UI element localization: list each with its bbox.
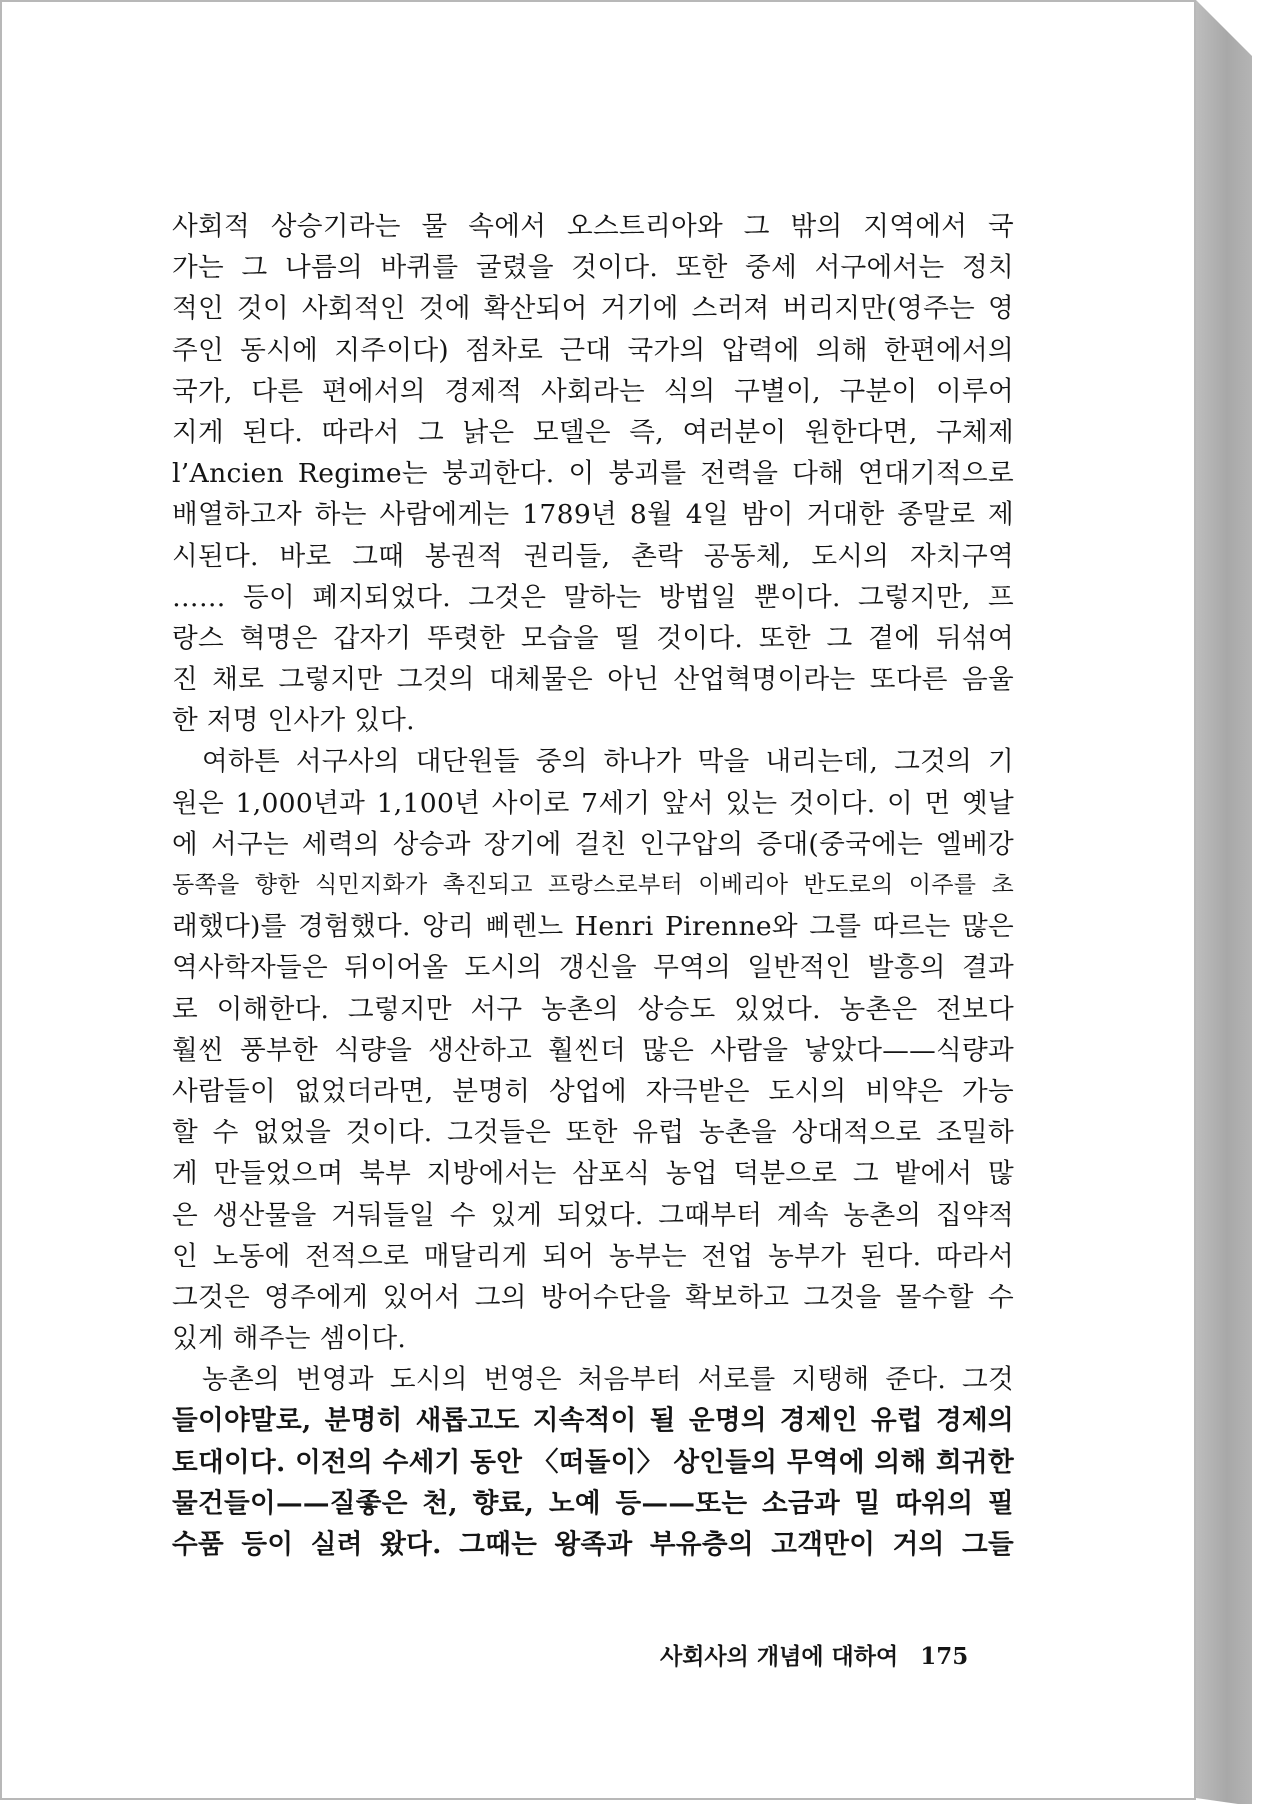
text-line: 역사학자들은 뒤이어올 도시의 갱신을 무역의 일반적인 발흥의 결과 bbox=[172, 952, 1014, 984]
text-line: 들이야말로, 분명히 새롭고도 지속적이 될 운명의 경제인 유럽 경제의 bbox=[172, 1405, 1014, 1437]
text-line: 주인 동시에 지주이다) 점차로 근대 국가의 압력에 의해 한편에서의 bbox=[172, 334, 1014, 366]
text-line: 인 노동에 전적으로 매달리게 되어 농부는 전업 농부가 된다. 따라서 bbox=[172, 1240, 1014, 1272]
text-line: 지게 된다. 따라서 그 낡은 모델은 즉, 여러분이 원한다면, 구체제 bbox=[172, 416, 1014, 448]
text-line: 수품 등이 실려 왔다. 그때는 왕족과 부유층의 고객만이 거의 그들 bbox=[172, 1529, 1014, 1560]
text-line: 래했다)를 경험했다. 앙리 삐렌느 Henri Pirenne와 그를 따르는 많은 bbox=[172, 911, 1014, 943]
text-line: 동쪽을 향한 식민지화가 촉진되고 프랑스로부터 이베리아 반도로의 이주를 초 bbox=[172, 872, 1014, 898]
running-footer bbox=[660, 1638, 968, 1671]
text-line: 가는 그 나름의 바퀴를 굴렸을 것이다. 또한 중세 서구에서는 정치 bbox=[172, 252, 1014, 284]
text-line: 진 채로 그렇지만 그것의 대체물은 아닌 산업혁명이라는 또다른 음울 bbox=[172, 664, 1014, 696]
text-line: 물건들이——질좋은 천, 향료, 노예 등——또는 소금과 밀 따위의 필 bbox=[172, 1487, 1014, 1519]
body-text bbox=[172, 206, 1014, 1565]
text-line: 그것은 영주에게 있어서 그의 방어수단을 확보하고 그것을 몰수할 수 bbox=[172, 1281, 1014, 1313]
text-line: 할 수 없었을 것이다. 그것들은 또한 유럽 농촌을 상대적으로 조밀하 bbox=[172, 1117, 1014, 1149]
page-stack-edge bbox=[1196, 0, 1252, 1804]
text-line: …… 등이 폐지되었다. 그것은 말하는 방법일 뿐이다. 그렇지만, 프 bbox=[172, 581, 1014, 613]
text-line: 사회적 상승기라는 물 속에서 오스트리아와 그 밖의 지역에서 국 bbox=[172, 211, 1014, 242]
text-line: 게 만들었으며 북부 지방에서는 삼포식 농업 덕분으로 그 밭에서 많 bbox=[172, 1158, 1014, 1190]
text-line: 은 생산물을 거둬들일 수 있게 되었다. 그때부터 계속 농촌의 집약적 bbox=[172, 1199, 1014, 1231]
text-line: 적인 것이 사회적인 것에 확산되어 거기에 스러져 버리지만(영주는 영 bbox=[172, 293, 1014, 325]
text-line: 한 저명 인사가 있다. bbox=[172, 705, 415, 737]
text-line: 랑스 혁명은 갑자기 뚜렷한 모습을 띨 것이다. 또한 그 곁에 뒤섞여 bbox=[172, 622, 1014, 654]
text-line: 있게 해주는 셈이다. bbox=[172, 1323, 407, 1355]
text-line: 사람들이 없었더라면, 분명히 상업에 자극받은 도시의 비약은 가능 bbox=[172, 1075, 1014, 1107]
page-stack-corner-bottom bbox=[1196, 1798, 1252, 1806]
text-line: 배열하고자 하는 사람에게는 1789년 8월 4일 밤이 거대한 종말로 제 bbox=[172, 499, 1014, 531]
text-line: l’Ancien Regime는 붕괴한다. 이 붕괴를 전력을 다해 연대기적으로 bbox=[172, 458, 1014, 490]
text-line: 로 이해한다. 그렇지만 서구 농촌의 상승도 있었다. 농촌은 전보다 bbox=[172, 993, 1014, 1025]
text-line: 여하튼 서구사의 대단원들 중의 하나가 막을 내리는데, 그것의 기 bbox=[202, 746, 1014, 778]
text-line: 훨씬 풍부한 식량을 생산하고 훨씬더 많은 사람을 낳았다——식량과 bbox=[172, 1034, 1014, 1066]
text-line: 토대이다. 이전의 수세기 동안 〈떠돌이〉 상인들의 무역에 의해 희귀한 bbox=[172, 1446, 1014, 1478]
text-line: 국가, 다른 편에서의 경제적 사회라는 식의 구별이, 구분이 이루어 bbox=[172, 375, 1014, 407]
text-line: 농촌의 번영과 도시의 번영은 처음부터 서로를 지탱해 준다. 그것 bbox=[202, 1364, 1014, 1396]
page-number: 175 bbox=[920, 1643, 969, 1670]
text-line: 시된다. 바로 그때 봉권적 권리들, 촌락 공동체, 도시의 자치구역 bbox=[172, 540, 1014, 572]
text-line: 원은 1,000년과 1,100년 사이로 7세기 앞서 있는 것이다. 이 먼 옛날 bbox=[172, 787, 1014, 819]
page-stack-corner-top bbox=[1196, 0, 1252, 56]
text-line: 에 서구는 세력의 상승과 장기에 걸친 인구압의 증대(중국에는 엘베강 bbox=[172, 828, 1014, 860]
running-head: 사회사의 개념에 대하여 bbox=[660, 1643, 899, 1670]
